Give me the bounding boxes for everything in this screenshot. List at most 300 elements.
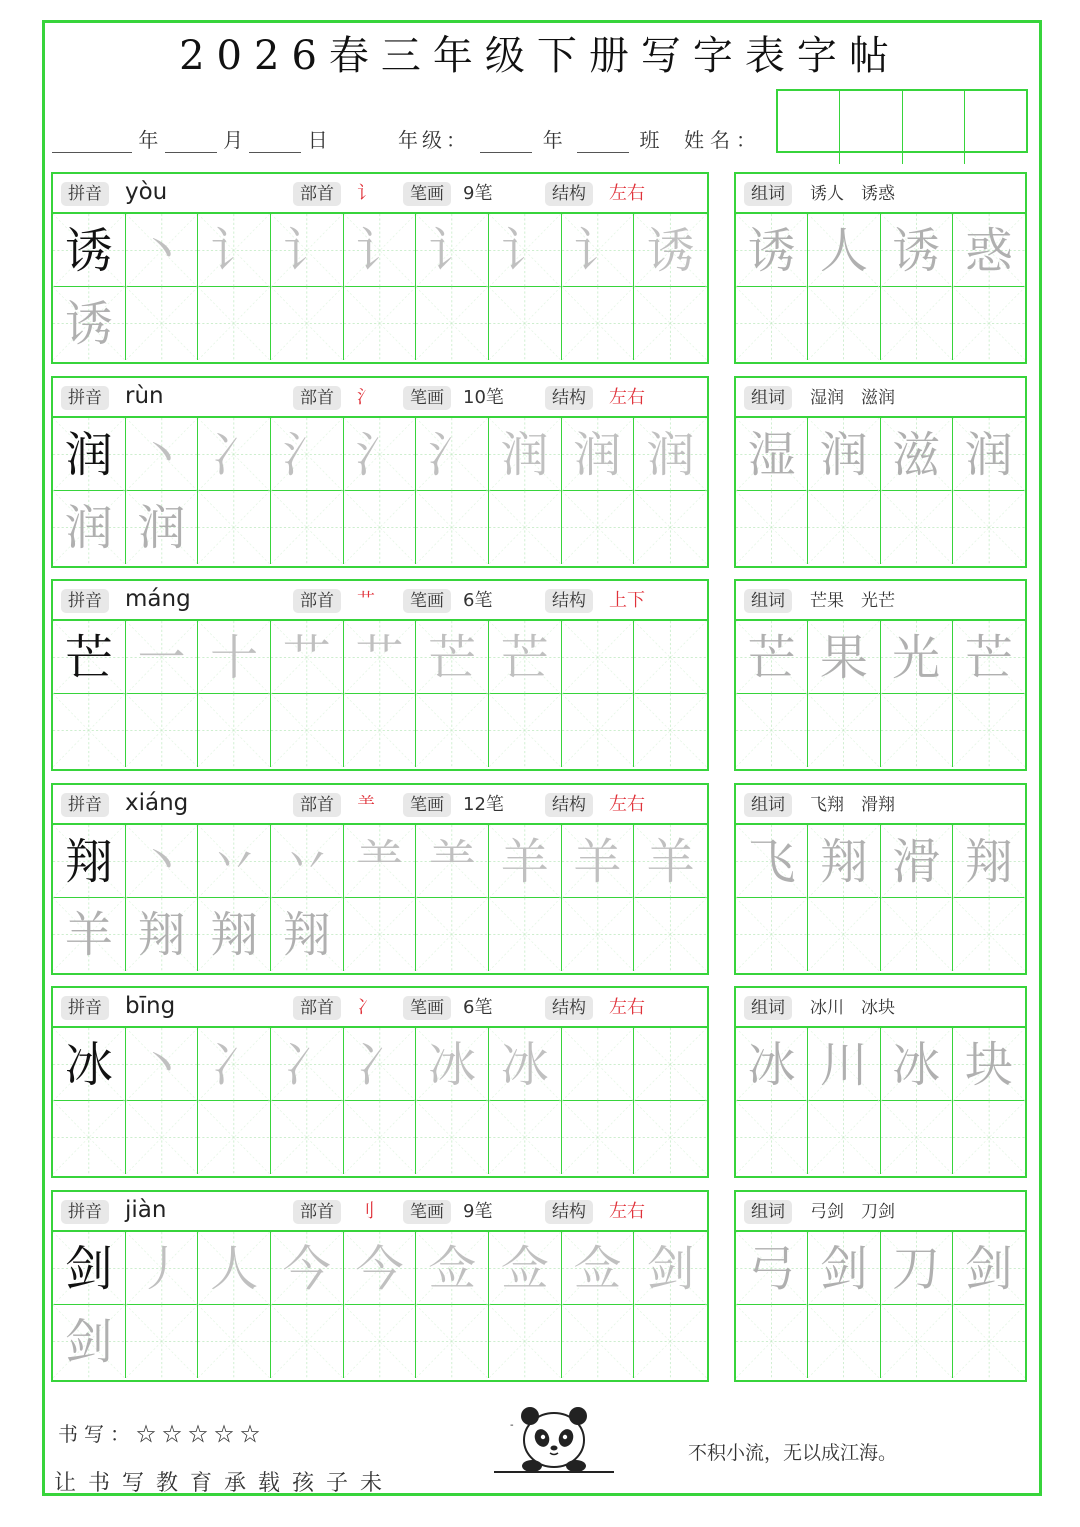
cell-glyph: 芒	[64, 629, 113, 686]
strokes-value: 9笔	[463, 1201, 493, 1222]
practice-cell[interactable]	[634, 898, 707, 971]
cell-glyph: 光	[892, 629, 941, 686]
stroke-step-cell[interactable]	[344, 825, 417, 898]
word-block	[734, 172, 1027, 364]
cell-glyph: 诱	[64, 295, 113, 352]
words-tag: 组词	[744, 589, 792, 613]
word-practice-cell[interactable]	[808, 287, 880, 360]
structure-tag: 结构	[545, 996, 593, 1020]
cell-glyph: 润	[137, 499, 186, 556]
cell-glyph: 羊	[64, 906, 113, 963]
word-trace-row	[736, 418, 1025, 491]
cell-glyph: 丶	[137, 426, 186, 483]
practice-cell[interactable]	[634, 491, 707, 564]
practice-cell[interactable]	[198, 898, 271, 971]
practice-cell[interactable]	[198, 1101, 271, 1174]
cell-glyph: 剑	[964, 1240, 1013, 1297]
month-blank[interactable]	[165, 133, 217, 153]
word-practice-cell[interactable]	[881, 287, 953, 360]
words-value: 冰川 冰块	[810, 998, 895, 1018]
cell-glyph: 诱	[892, 222, 941, 279]
cell-glyph: 讠	[355, 222, 404, 279]
practice-cell[interactable]	[416, 1305, 489, 1378]
practice-cell[interactable]	[562, 287, 635, 360]
cell-glyph: 诱	[646, 222, 695, 279]
stroke-step-cell[interactable]	[489, 418, 562, 491]
cell-glyph: 翔	[819, 833, 868, 890]
strokes-tag: 笔画	[403, 589, 451, 613]
practice-cell[interactable]	[271, 1101, 344, 1174]
stroke-step-cell[interactable]	[126, 214, 199, 287]
stroke-step-cell[interactable]	[126, 1028, 199, 1101]
cell-glyph: 艹	[355, 629, 404, 686]
stroke-step-cell[interactable]	[271, 621, 344, 694]
cell-glyph: 艹	[282, 629, 331, 686]
cell-glyph: 润	[964, 426, 1013, 483]
practice-cell[interactable]	[416, 1101, 489, 1174]
grade-year-label: 年	[542, 128, 567, 152]
word-trace-cell[interactable]	[881, 1028, 953, 1101]
stroke-step-cell[interactable]	[198, 1028, 271, 1101]
cell-glyph: 飞	[747, 833, 796, 890]
stroke-step-cell[interactable]	[344, 1028, 417, 1101]
practice-cell[interactable]	[53, 1101, 126, 1174]
radical-value: ⺷	[357, 794, 375, 815]
svg-text:-: -	[510, 1420, 514, 1431]
practice-cell[interactable]	[53, 491, 126, 564]
word-practice-cell[interactable]	[808, 694, 880, 767]
cell-glyph: 一	[137, 629, 186, 686]
cell-glyph: 佥	[428, 1240, 477, 1297]
radical-value: 氵	[357, 387, 375, 408]
stroke-step-cell[interactable]	[344, 418, 417, 491]
cell-glyph: 川	[819, 1036, 868, 1093]
structure-value: 左右	[609, 183, 645, 204]
day-label: 日	[307, 128, 328, 152]
words-value: 芒果 光芒	[810, 591, 895, 611]
word-practice-cell[interactable]	[881, 491, 953, 564]
practice-cell[interactable]	[126, 287, 199, 360]
cell-glyph: 讠	[500, 222, 549, 279]
cell-glyph: 冰	[428, 1036, 477, 1093]
practice-cell[interactable]	[562, 1305, 635, 1378]
character-info-header	[53, 581, 707, 621]
words-value: 弓剑 刀剑	[810, 1202, 895, 1222]
word-trace-cell[interactable]	[736, 621, 808, 694]
stroke-step-cell[interactable]	[271, 1232, 344, 1305]
word-practice-cell[interactable]	[736, 287, 808, 360]
word-trace-cell[interactable]	[736, 418, 808, 491]
practice-cell[interactable]	[271, 898, 344, 971]
practice-cell[interactable]	[198, 1305, 271, 1378]
practice-cell[interactable]	[126, 491, 199, 564]
cell-glyph: ⺷	[355, 833, 404, 890]
cell-glyph: 佥	[500, 1240, 549, 1297]
words-tag: 组词	[744, 1200, 792, 1224]
stroke-step-cell[interactable]	[416, 1028, 489, 1101]
practice-cell[interactable]	[489, 694, 562, 767]
practice-row	[53, 1305, 707, 1378]
stroke-step-cell[interactable]	[126, 621, 199, 694]
practice-cell[interactable]	[53, 1305, 126, 1378]
practice-cell[interactable]	[562, 694, 635, 767]
word-trace-cell[interactable]	[881, 621, 953, 694]
cell-glyph: 剑	[646, 1240, 695, 1297]
radical-value: 讠	[357, 183, 375, 204]
stroke-step-cell[interactable]	[198, 621, 271, 694]
practice-cell[interactable]	[271, 694, 344, 767]
motto: 不积小流，无以成江海。	[688, 1442, 898, 1464]
pinyin-tag: 拼音	[61, 1200, 109, 1224]
radical-tag: 部首	[293, 996, 341, 1020]
stroke-step-cell[interactable]	[489, 825, 562, 898]
radical-tag: 部首	[293, 386, 341, 410]
page-title: 2026春三年级下册写字表字帖	[179, 33, 901, 79]
pinyin-tag: 拼音	[61, 589, 109, 613]
cell-glyph: 翔	[282, 906, 331, 963]
date-line	[52, 124, 328, 153]
words-tag: 组词	[744, 996, 792, 1020]
cell-glyph: 润	[646, 426, 695, 483]
cell-glyph: 十	[210, 629, 259, 686]
word-practice-row	[736, 287, 1025, 360]
practice-cell[interactable]	[198, 287, 271, 360]
practice-cell[interactable]	[634, 287, 707, 360]
stroke-step-cell[interactable]	[562, 1232, 635, 1305]
practice-cell[interactable]	[271, 287, 344, 360]
practice-cell[interactable]	[198, 491, 271, 564]
cell-glyph: 羊	[500, 833, 549, 890]
practice-cell[interactable]	[344, 898, 417, 971]
stroke-step-cell[interactable]	[634, 214, 707, 287]
pinyin-value: xiáng	[125, 790, 189, 816]
practice-cell[interactable]	[53, 694, 126, 767]
name-label: 姓名：	[684, 128, 762, 152]
stroke-step-cell[interactable]	[562, 621, 635, 694]
word-practice-cell[interactable]	[736, 898, 808, 971]
pinyin-value: jiàn	[125, 1197, 167, 1223]
cell-glyph: 润	[573, 426, 622, 483]
word-practice-cell[interactable]	[808, 1101, 880, 1174]
cell-glyph: 块	[964, 1036, 1013, 1093]
words-value: 飞翔 滑翔	[810, 795, 895, 815]
practice-cell[interactable]	[489, 287, 562, 360]
word-header	[736, 785, 1025, 825]
word-trace-cell[interactable]	[736, 214, 808, 287]
character-info-header	[53, 785, 707, 825]
year-blank[interactable]	[52, 133, 132, 153]
strokes-value: 6笔	[463, 590, 493, 611]
cell-glyph: 讠	[428, 222, 477, 279]
model-character-cell[interactable]	[53, 1028, 126, 1101]
name-grid[interactable]	[776, 89, 1028, 153]
structure-tag: 结构	[545, 386, 593, 410]
word-practice-cell[interactable]	[736, 491, 808, 564]
stroke-step-cell[interactable]	[634, 825, 707, 898]
stroke-step-cell[interactable]	[271, 1028, 344, 1101]
practice-cell[interactable]	[126, 694, 199, 767]
word-practice-cell[interactable]	[736, 694, 808, 767]
word-practice-cell[interactable]	[808, 491, 880, 564]
stroke-step-cell[interactable]	[198, 214, 271, 287]
word-trace-cell[interactable]	[953, 825, 1025, 898]
cell-glyph: 冰	[747, 1036, 796, 1093]
cell-glyph: 润	[819, 426, 868, 483]
word-practice-cell[interactable]	[953, 694, 1025, 767]
cell-glyph: 弓	[747, 1240, 796, 1297]
word-practice-cell[interactable]	[881, 1101, 953, 1174]
practice-cell[interactable]	[126, 898, 199, 971]
word-trace-cell[interactable]	[881, 214, 953, 287]
stroke-step-cell[interactable]	[416, 825, 489, 898]
words-tag: 组词	[744, 182, 792, 206]
practice-cell[interactable]	[489, 1101, 562, 1174]
practice-cell[interactable]	[489, 491, 562, 564]
year-label: 年	[138, 128, 159, 152]
word-trace-cell[interactable]	[808, 1028, 880, 1101]
word-practice-cell[interactable]	[736, 1101, 808, 1174]
stroke-order-row	[53, 825, 707, 898]
stroke-step-cell[interactable]	[562, 825, 635, 898]
stroke-step-cell[interactable]	[416, 214, 489, 287]
practice-cell[interactable]	[634, 694, 707, 767]
cell-glyph: 羊	[646, 833, 695, 890]
name-cell[interactable]	[840, 91, 902, 164]
word-practice-row	[736, 898, 1025, 971]
stroke-step-cell[interactable]	[489, 1232, 562, 1305]
stroke-step-cell[interactable]	[562, 1028, 635, 1101]
structure-tag: 结构	[545, 1200, 593, 1224]
radical-tag: 部首	[293, 1200, 341, 1224]
word-trace-cell[interactable]	[881, 418, 953, 491]
stroke-order-row	[53, 418, 707, 491]
word-trace-row	[736, 825, 1025, 898]
class-label: 班	[639, 128, 664, 152]
practice-cell[interactable]	[126, 1305, 199, 1378]
strokes-tag: 笔画	[403, 182, 451, 206]
word-block	[734, 1190, 1027, 1382]
stroke-step-cell[interactable]	[198, 418, 271, 491]
cell-glyph: 剑	[64, 1313, 113, 1370]
practice-cell[interactable]	[562, 491, 635, 564]
word-trace-cell[interactable]	[881, 825, 953, 898]
cell-glyph: 冫	[282, 1036, 331, 1093]
character-block	[51, 579, 709, 771]
word-practice-cell[interactable]	[808, 1305, 880, 1378]
practice-cell[interactable]	[344, 694, 417, 767]
word-practice-cell[interactable]	[736, 1305, 808, 1378]
structure-tag: 结构	[545, 793, 593, 817]
stroke-step-cell[interactable]	[634, 621, 707, 694]
practice-cell[interactable]	[562, 898, 635, 971]
word-practice-cell[interactable]	[881, 1305, 953, 1378]
strokes-tag: 笔画	[403, 793, 451, 817]
model-character-cell[interactable]	[53, 214, 126, 287]
practice-cell[interactable]	[416, 898, 489, 971]
character-info-header	[53, 378, 707, 418]
practice-cell[interactable]	[344, 1305, 417, 1378]
word-trace-cell[interactable]	[881, 1232, 953, 1305]
stroke-step-cell[interactable]	[489, 621, 562, 694]
word-trace-cell[interactable]	[953, 621, 1025, 694]
word-practice-cell[interactable]	[881, 694, 953, 767]
cell-glyph: 冰	[500, 1036, 549, 1093]
word-block	[734, 579, 1027, 771]
cell-glyph: 佥	[573, 1240, 622, 1297]
radical-value: 艹	[357, 590, 375, 611]
practice-cell[interactable]	[416, 694, 489, 767]
word-trace-cell[interactable]	[808, 1232, 880, 1305]
slogan: 让书写教育承载孩子未	[54, 1471, 395, 1496]
strokes-value: 10笔	[463, 387, 504, 408]
practice-cell[interactable]	[489, 898, 562, 971]
practice-cell[interactable]	[344, 1101, 417, 1174]
word-practice-cell[interactable]	[881, 898, 953, 971]
stroke-step-cell[interactable]	[344, 621, 417, 694]
stroke-step-cell[interactable]	[562, 214, 635, 287]
word-trace-cell[interactable]	[953, 418, 1025, 491]
cell-glyph: 羊	[573, 833, 622, 890]
practice-cell[interactable]	[416, 491, 489, 564]
practice-cell[interactable]	[416, 287, 489, 360]
cell-glyph: 芒	[500, 629, 549, 686]
cell-glyph: 氵	[428, 426, 477, 483]
practice-cell[interactable]	[126, 1101, 199, 1174]
practice-cell[interactable]	[271, 491, 344, 564]
pinyin-value: yòu	[125, 179, 168, 205]
practice-cell[interactable]	[271, 1305, 344, 1378]
cell-glyph: 剑	[819, 1240, 868, 1297]
word-practice-cell[interactable]	[953, 898, 1025, 971]
character-info-header	[53, 988, 707, 1028]
grade-year-blank[interactable]	[480, 133, 532, 153]
word-trace-cell[interactable]	[736, 1028, 808, 1101]
radical-value: 冫	[357, 997, 375, 1018]
day-blank[interactable]	[249, 133, 301, 153]
stroke-step-cell[interactable]	[634, 1232, 707, 1305]
cell-glyph: 翔	[210, 906, 259, 963]
word-header	[736, 1192, 1025, 1232]
practice-row	[53, 1101, 707, 1174]
stroke-step-cell[interactable]	[344, 1232, 417, 1305]
word-header	[736, 174, 1025, 214]
structure-value: 左右	[609, 1201, 645, 1222]
panda-icon	[492, 1400, 616, 1474]
cell-glyph: 刀	[892, 1240, 941, 1297]
stroke-step-cell[interactable]	[271, 214, 344, 287]
model-character-cell[interactable]	[53, 825, 126, 898]
words-tag: 组词	[744, 793, 792, 817]
word-trace-cell[interactable]	[808, 621, 880, 694]
stroke-step-cell[interactable]	[489, 214, 562, 287]
name-cell[interactable]	[903, 91, 965, 164]
stroke-step-cell[interactable]	[126, 418, 199, 491]
stroke-step-cell[interactable]	[271, 825, 344, 898]
stroke-step-cell[interactable]	[198, 825, 271, 898]
practice-cell[interactable]	[344, 491, 417, 564]
stroke-step-cell[interactable]	[416, 418, 489, 491]
structure-value: 左右	[609, 387, 645, 408]
stroke-step-cell[interactable]	[416, 621, 489, 694]
word-trace-row	[736, 214, 1025, 287]
cell-glyph: 滋	[892, 426, 941, 483]
cell-glyph: 芒	[428, 629, 477, 686]
practice-cell[interactable]	[53, 287, 126, 360]
stroke-order-row	[53, 1028, 707, 1101]
practice-cell[interactable]	[53, 898, 126, 971]
stroke-step-cell[interactable]	[562, 418, 635, 491]
word-practice-cell[interactable]	[953, 491, 1025, 564]
word-trace-cell[interactable]	[808, 825, 880, 898]
cell-glyph: 氵	[282, 426, 331, 483]
cell-glyph: 丶	[137, 833, 186, 890]
strokes-tag: 笔画	[403, 1200, 451, 1224]
model-character-cell[interactable]	[53, 1232, 126, 1305]
cell-glyph: 冫	[355, 1036, 404, 1093]
word-trace-cell[interactable]	[736, 825, 808, 898]
cell-glyph: 今	[355, 1240, 404, 1297]
word-trace-cell[interactable]	[808, 418, 880, 491]
word-trace-cell[interactable]	[736, 1232, 808, 1305]
cell-glyph: 讠	[282, 222, 331, 279]
stroke-step-cell[interactable]	[634, 418, 707, 491]
cell-glyph: 剑	[64, 1240, 113, 1297]
model-character-cell[interactable]	[53, 418, 126, 491]
word-trace-cell[interactable]	[808, 214, 880, 287]
radical-tag: 部首	[293, 793, 341, 817]
pinyin-value: máng	[125, 586, 191, 612]
word-practice-cell[interactable]	[808, 898, 880, 971]
cell-glyph: 芒	[964, 629, 1013, 686]
stroke-step-cell[interactable]	[344, 214, 417, 287]
practice-cell[interactable]	[634, 1101, 707, 1174]
practice-cell[interactable]	[198, 694, 271, 767]
practice-cell[interactable]	[489, 1305, 562, 1378]
character-block	[51, 172, 709, 364]
stroke-step-cell[interactable]	[126, 825, 199, 898]
writing-rating: 书写：☆☆☆☆☆	[58, 1422, 266, 1446]
practice-cell[interactable]	[634, 1305, 707, 1378]
radical-tag: 部首	[293, 589, 341, 613]
model-character-cell[interactable]	[53, 621, 126, 694]
cell-glyph: 翔	[64, 833, 113, 890]
stroke-step-cell[interactable]	[489, 1028, 562, 1101]
word-practice-cell[interactable]	[953, 1101, 1025, 1174]
class-blank[interactable]	[577, 133, 629, 153]
stroke-step-cell[interactable]	[634, 1028, 707, 1101]
practice-row	[53, 694, 707, 767]
strokes-value: 9笔	[463, 183, 493, 204]
stroke-step-cell[interactable]	[126, 1232, 199, 1305]
word-trace-cell[interactable]	[953, 1028, 1025, 1101]
cell-glyph: 翔	[964, 833, 1013, 890]
practice-cell[interactable]	[344, 287, 417, 360]
cell-glyph: 丷	[210, 833, 259, 890]
stroke-step-cell[interactable]	[271, 418, 344, 491]
name-cell[interactable]	[965, 91, 1026, 164]
stroke-step-cell[interactable]	[198, 1232, 271, 1305]
name-cell[interactable]	[778, 91, 840, 164]
stroke-step-cell[interactable]	[416, 1232, 489, 1305]
practice-cell[interactable]	[562, 1101, 635, 1174]
character-block	[51, 986, 709, 1178]
word-trace-cell[interactable]	[953, 1232, 1025, 1305]
word-practice-cell[interactable]	[953, 1305, 1025, 1378]
word-trace-cell[interactable]	[953, 214, 1025, 287]
word-practice-cell[interactable]	[953, 287, 1025, 360]
cell-glyph: 惑	[964, 222, 1013, 279]
cell-glyph: 丶	[137, 222, 186, 279]
